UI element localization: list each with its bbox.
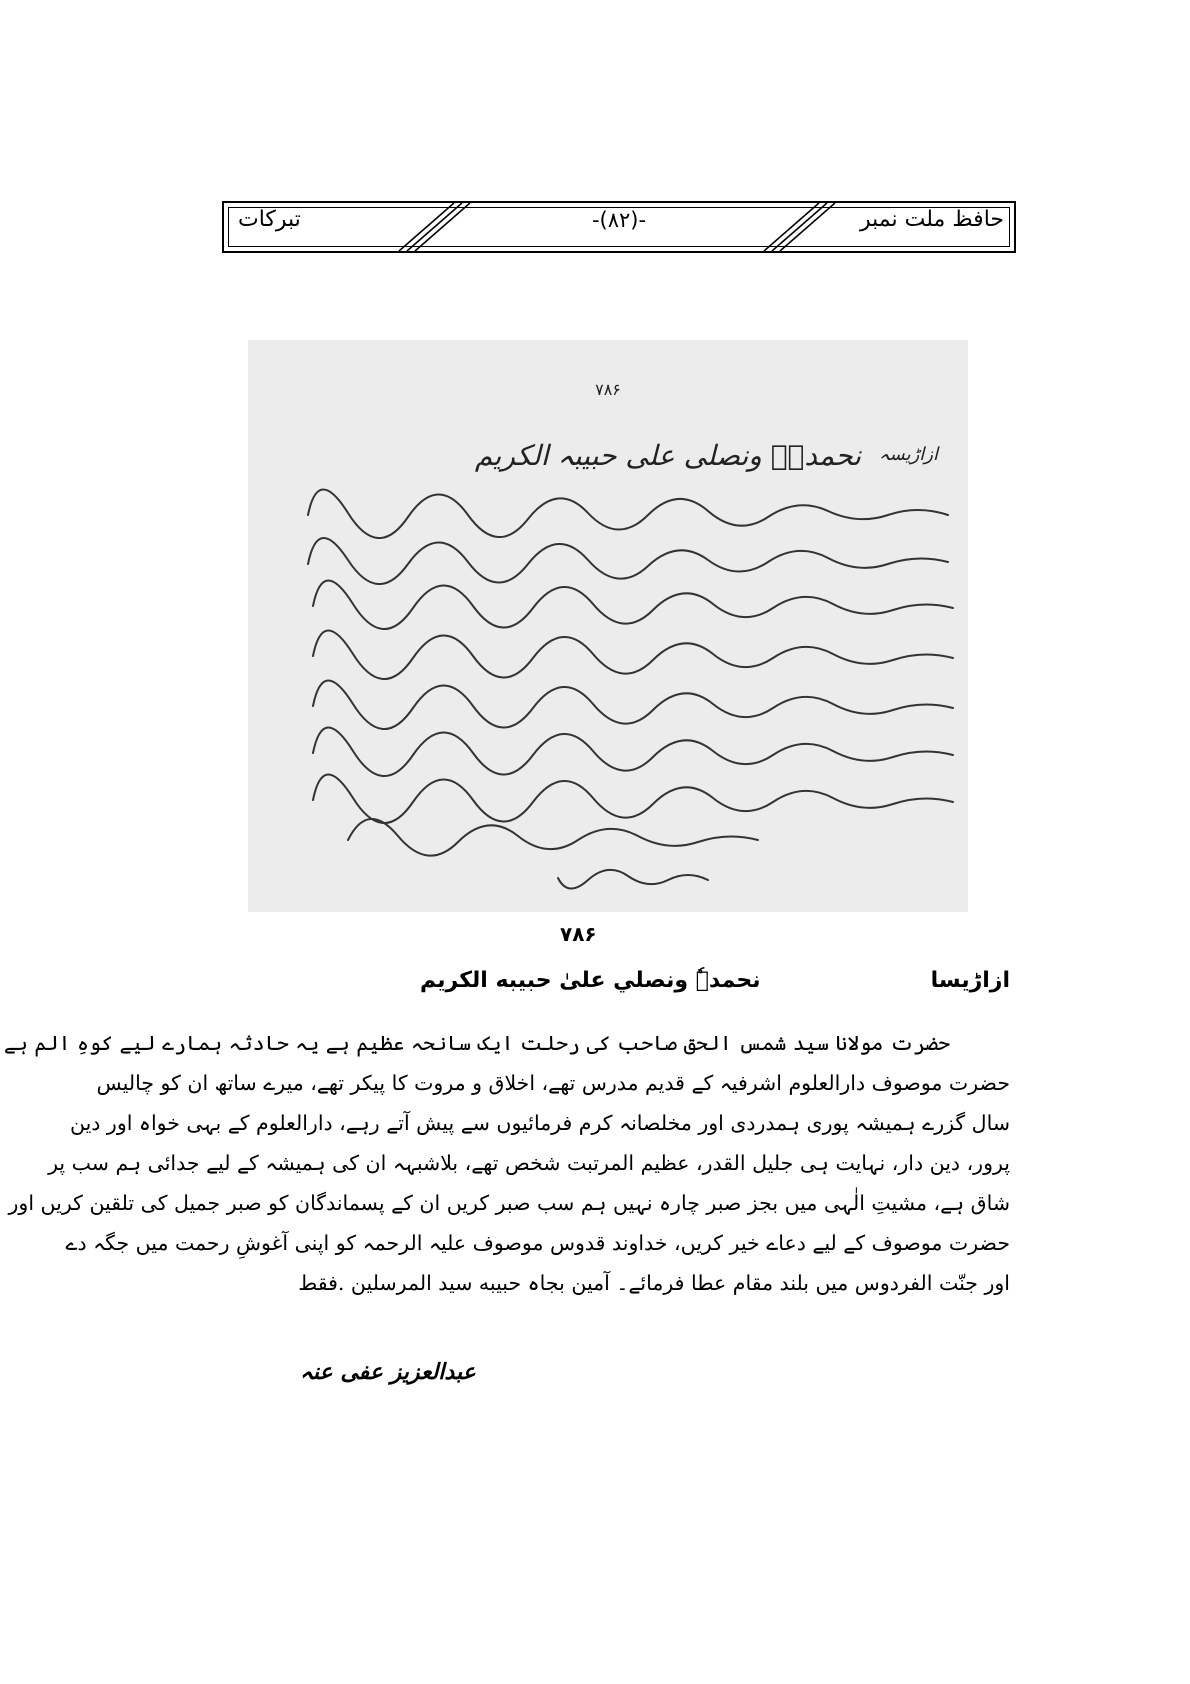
transcription-line: پرور، دین دار، نہایت ہی جلیل القدر، عظیم المرتبت شخص تھے، بلاشبہہ ان کی ہمیشہ کے لیے جدائی ہم سب پر	[48, 1151, 1010, 1175]
transcription-line: حضرت مولانا سید شمس الحق صاحب کی رحلت ایک سانحہ عظیم ہے یہ حادثہ ہمارے لیے کوہِ الم ہے	[3, 1031, 950, 1055]
from-label: ازاڑیسا	[930, 968, 1010, 993]
transcription-line: اور جنّت الفردوس میں بلند مقام عطا فرمائے۔ آمین بجاہ حبیبه سید المرسلین .فقط	[298, 1271, 1010, 1295]
page-header	[222, 201, 1016, 253]
transcription-body	[3, 1023, 1010, 1303]
transcription-line: حضرت موصوف کے لیے دعاے خیر کریں، خداوند قدوس موصوف علیہ الرحمہ کو اپنی آغوشِ رحمت میں جگہ دے	[65, 1231, 1010, 1255]
scan-heading: نحمدہٗ ونصلی علی حبیبہ الکریم	[474, 439, 862, 472]
invocation-heading: نحمدہٗ ونصلي علیٰ حبیبه الکریم	[420, 968, 761, 993]
scan-page-number: ۷۸۶	[595, 380, 621, 399]
header-section-title: تبرکات	[238, 207, 301, 232]
transcription-line: سال گزرے ہمیشہ پوری ہمدردی اور مخلصانہ کرم فرمائیوں سے پیش آتے رہے، دارالعلوم کے بہی خواہ اور دین	[69, 1111, 1010, 1135]
typed-page-mark: ۷۸۶	[560, 922, 597, 946]
transcription-line: حضرت موصوف دارالعلوم اشرفیہ کے قدیم مدرس تھے، اخلاق و مروت کا پیکر تھے، میرے ساتھ ان کو چالیس	[96, 1071, 1010, 1095]
handwriting-strokes	[248, 340, 968, 912]
header-page-number: -(۸۲)-	[591, 208, 647, 232]
header-magazine-title: حافظ ملت نمبر	[860, 207, 1004, 232]
handwritten-letter-scan	[248, 340, 968, 912]
scan-from: ازاڑیسہ	[878, 444, 938, 465]
signature: عبدالعزیز عفی عنہ	[300, 1360, 476, 1385]
transcription-line: شاق ہے، مشیتِ الٰہی میں بجز صبر چارہ نہیں ہم سب صبر کریں ان کے پسماندگان کو صبر جمیل کی تلقین کریں اور	[8, 1191, 1010, 1215]
